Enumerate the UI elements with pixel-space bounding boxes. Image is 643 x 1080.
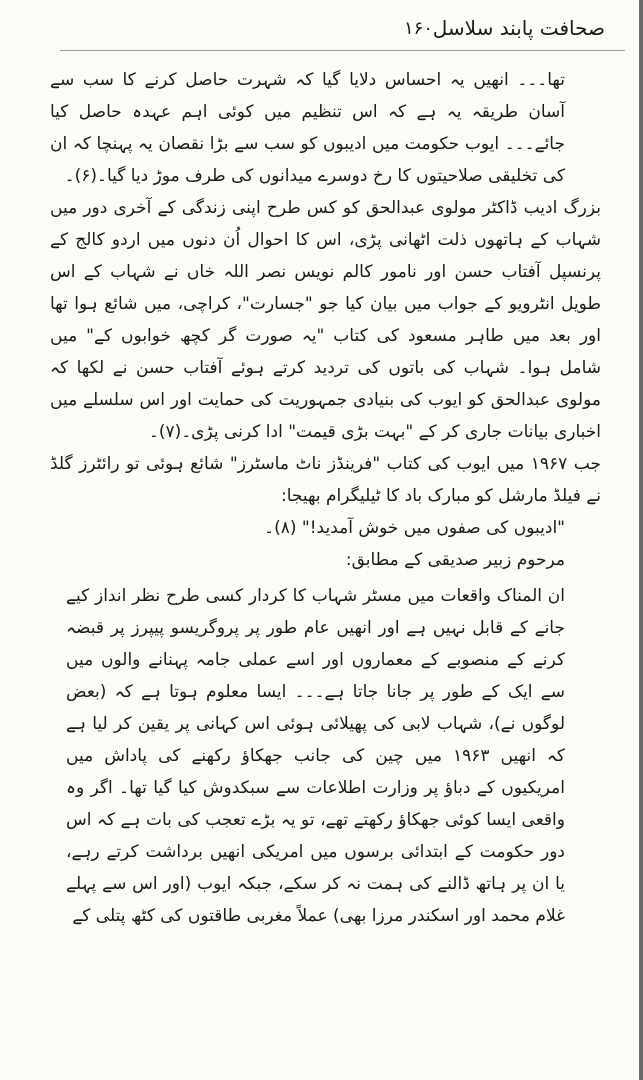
block-quotation: ان المناک واقعات میں مسٹر شہاب کا کردار کسی طرح نظر انداز کیے جانے کے قابل نہیں ہے اور انھیں عام طور پر پروگریسو پیپرز پر قبضہ کرنے کے منصوبے کے معماروں اور اسے عملی جامہ پہنانے والوں میں سے ایک کے طور پر جانا جاتا ہے۔۔۔ ایسا معلوم ہوتا ہے کہ (بعض لوگوں نے)، شہاب لابی کی پھیلائی ہوئی اس کہانی پر یقین کر لیا ہے کہ انھیں ۱۹۶۳ میں چین کی جانب جھکاؤ رکھنے کی پاداش میں امریکیوں کے دباؤ پر وزارت اطلاعات سے سبکدوش کیا گیا تھا۔ اگر وہ واقعی ایسا کوئی جھکاؤ رکھتے تھے، تو یہ بڑے تعجب کی بات ہے کہ اس دور حکومت کے ابتدائی برسوں میں امریکی انھیں برداشت کرتے رہے، یا ان پر ہاتھ ڈالنے کی ہمت نہ کر سکے، جبکہ ایوب (اور اس سے پہلے غلام محمد اور اسکندر مرزا بھی) عملاً مغربی طاقتوں کی کٹھ پتلی کے [66, 586, 565, 926]
page-number: ۱۶۰ [403, 18, 433, 39]
zubair-siddiqui-intro: مرحوم زبیر صدیقی کے مطابق: [345, 550, 565, 570]
header-rule [60, 50, 625, 51]
page-header [0, 6, 643, 50]
scan-border [639, 0, 643, 1080]
telegram-quote: "ادیبوں کی صفوں میں خوش آمدید!" (۸)۔ [264, 518, 565, 538]
paragraph-continuation: تھا۔۔۔ انھیں یہ احساس دلایا گیا کہ شہرت حاصل کرنے کا سب سے آسان طریقہ یہ ہے کہ اس تنظیم میں کوئی اہم عہدہ حاصل کیا جائے۔۔۔ ایوب حکومت میں ادیبوں کو سب سے بڑا نقصان یہ پہنچا کہ ان کی تخلیقی صلاحیتوں کا رخ دوسرے میدانوں کی طرف موڑ دیا گیا۔(۶)۔ [50, 70, 565, 186]
paragraph-writers-guild: جب ۱۹۶۷ میں ایوب کی کتاب "فرینڈز ناٹ ماسٹرز" شائع ہوئی تو رائٹرز گلڈ نے فیلڈ مارشل کو مبارک باد کا ٹیلیگرام بھیجا: [50, 454, 601, 506]
body-text [50, 64, 601, 932]
paragraph-abdul-haq: بزرگ ادیب ڈاکٹر مولوی عبدالحق کو کس طرح اپنی زندگی کے آخری دور میں شہاب کے ہاتھوں ذلت اٹھانی پڑی، اس کا احوال اُن دنوں میں اردو کالج کے پرنسپل آفتاب حسن اور نامور کالم نویس نصر اللہ خاں نے شہاب کے اس طویل انٹرویو کے جواب میں بیان کیا جو "جسارت"، کراچی، میں شائع ہوا تھا اور بعد میں طاہر مسعود کی کتاب "یہ صورت گر کچھ خوابوں کے" میں شامل ہوا۔ شہاب کی باتوں کی تردید کرتے ہوئے آفتاب حسن نے لکھا کہ مولوی عبدالحق کو ایوب کی بنیادی جمہوریت کی حمایت اور اس سلسلے میں اخباری بیانات جاری کر کے "بہت بڑی قیمت" ادا کرنی پڑی۔(۷)۔ [50, 198, 601, 442]
running-title: صحافت پابند سلاسل [432, 16, 605, 40]
